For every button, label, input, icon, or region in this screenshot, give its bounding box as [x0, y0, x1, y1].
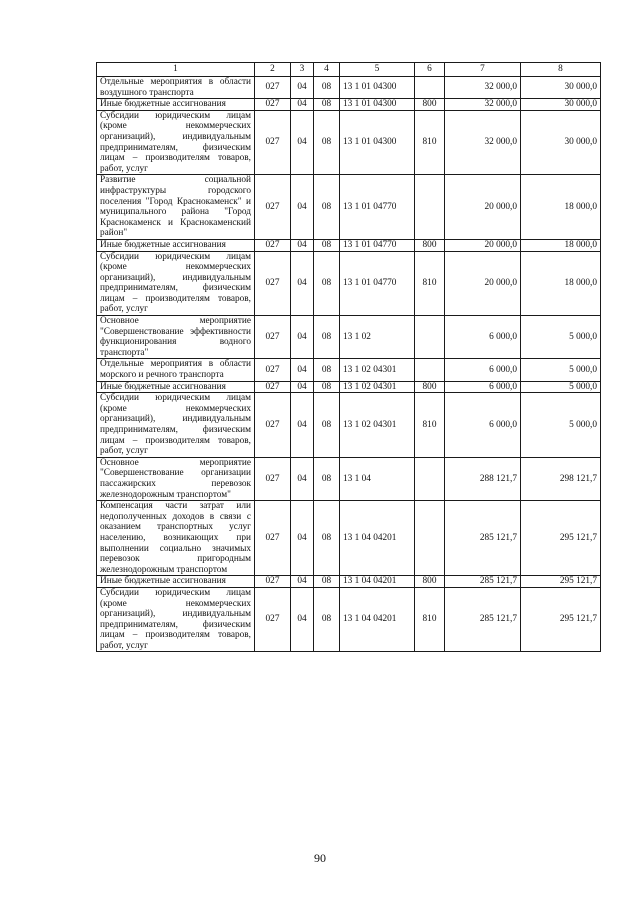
amount-year-2: 30 000,0	[521, 77, 601, 99]
ministry-code: 027	[255, 587, 291, 652]
table-header-row	[97, 63, 601, 77]
budget-item-name: Иные бюджетные ассигнования	[97, 381, 255, 393]
subsection-code: 08	[314, 99, 340, 111]
amount-year-1: 20 000,0	[445, 239, 521, 251]
target-article-code: 13 1 01 04300	[340, 99, 415, 111]
expense-type-code: 800	[415, 239, 445, 251]
column-header-2: 2	[255, 63, 291, 77]
amount-year-2: 30 000,0	[521, 99, 601, 111]
amount-year-1: 32 000,0	[445, 99, 521, 111]
section-code: 04	[291, 110, 314, 175]
section-code: 04	[291, 457, 314, 500]
amount-year-2: 5 000,0	[521, 316, 601, 359]
section-code: 04	[291, 239, 314, 251]
table-row	[97, 393, 601, 458]
ministry-code: 027	[255, 457, 291, 500]
ministry-code: 027	[255, 501, 291, 576]
table-row	[97, 457, 601, 500]
page-number: 90	[314, 851, 326, 865]
expense-type-code	[415, 175, 445, 240]
table-row	[97, 501, 601, 576]
expense-type-code	[415, 77, 445, 99]
table-row	[97, 587, 601, 652]
target-article-code: 13 1 01 04300	[340, 77, 415, 99]
amount-year-2: 298 121,7	[521, 457, 601, 500]
target-article-code: 13 1 02 04301	[340, 393, 415, 458]
subsection-code: 08	[314, 239, 340, 251]
subsection-code: 08	[314, 576, 340, 588]
table-body	[97, 77, 601, 652]
amount-year-1: 285 121,7	[445, 576, 521, 588]
column-header-7: 7	[445, 63, 521, 77]
amount-year-2: 5 000,0	[521, 381, 601, 393]
table-row	[97, 239, 601, 251]
table-row	[97, 110, 601, 175]
amount-year-2: 18 000,0	[521, 239, 601, 251]
target-article-code: 13 1 01 04770	[340, 239, 415, 251]
table-row	[97, 251, 601, 316]
budget-item-name: Иные бюджетные ассигнования	[97, 99, 255, 111]
section-code: 04	[291, 576, 314, 588]
column-header-4: 4	[314, 63, 340, 77]
expense-type-code: 800	[415, 381, 445, 393]
subsection-code: 08	[314, 381, 340, 393]
budget-item-name: Иные бюджетные ассигнования	[97, 576, 255, 588]
expense-type-code	[415, 501, 445, 576]
target-article-code: 13 1 04	[340, 457, 415, 500]
budget-item-name: Отдельные мероприятия в области морского и речного транспорта	[97, 359, 255, 381]
section-code: 04	[291, 77, 314, 99]
amount-year-1: 6 000,0	[445, 359, 521, 381]
target-article-code: 13 1 02 04301	[340, 381, 415, 393]
amount-year-1: 6 000,0	[445, 381, 521, 393]
subsection-code: 08	[314, 393, 340, 458]
budget-item-name: Основное мероприятие "Совершенствование организации пассажирских перевозок железнодорожным транспортом"	[97, 457, 255, 500]
table-row	[97, 99, 601, 111]
amount-year-2: 18 000,0	[521, 175, 601, 240]
budget-item-name: Компенсация части затрат или недополученных доходов в связи с оказанием транспортных услуг населению, возникающих при выполнении социально значимых перевозок пригородным железнодорожным транспортом	[97, 501, 255, 576]
amount-year-2: 18 000,0	[521, 251, 601, 316]
target-article-code: 13 1 01 04770	[340, 251, 415, 316]
ministry-code: 027	[255, 175, 291, 240]
section-code: 04	[291, 175, 314, 240]
ministry-code: 027	[255, 99, 291, 111]
amount-year-2: 295 121,7	[521, 587, 601, 652]
amount-year-2: 5 000,0	[521, 393, 601, 458]
budget-item-name: Субсидии юридическим лицам (кроме некоммерческих организаций), индивидуальным предпринимателям, физическим лицам – производителям товаров, работ, услуг	[97, 393, 255, 458]
expense-type-code	[415, 359, 445, 381]
amount-year-1: 32 000,0	[445, 77, 521, 99]
subsection-code: 08	[314, 359, 340, 381]
budget-item-name: Субсидии юридическим лицам (кроме некоммерческих организаций), индивидуальным предпринимателям, физическим лицам – производителям товаров, работ, услуг	[97, 110, 255, 175]
amount-year-1: 20 000,0	[445, 251, 521, 316]
ministry-code: 027	[255, 359, 291, 381]
amount-year-1: 6 000,0	[445, 316, 521, 359]
column-header-6: 6	[415, 63, 445, 77]
expense-type-code: 800	[415, 576, 445, 588]
amount-year-2: 295 121,7	[521, 501, 601, 576]
target-article-code: 13 1 01 04770	[340, 175, 415, 240]
subsection-code: 08	[314, 457, 340, 500]
amount-year-1: 285 121,7	[445, 587, 521, 652]
target-article-code: 13 1 02 04301	[340, 359, 415, 381]
ministry-code: 027	[255, 576, 291, 588]
subsection-code: 08	[314, 110, 340, 175]
amount-year-1: 6 000,0	[445, 393, 521, 458]
ministry-code: 027	[255, 316, 291, 359]
table-row	[97, 175, 601, 240]
expense-type-code	[415, 457, 445, 500]
budget-item-name: Иные бюджетные ассигнования	[97, 239, 255, 251]
budget-item-name: Развитие социальной инфраструктуры городского поселения "Город Краснокаменск" и муниципального района "Город Краснокаменск и Краснокаменский район"	[97, 175, 255, 240]
target-article-code: 13 1 04 04201	[340, 587, 415, 652]
amount-year-1: 285 121,7	[445, 501, 521, 576]
budget-item-name: Основное мероприятие "Совершенствование эффективности функционирования водного транспорта"	[97, 316, 255, 359]
section-code: 04	[291, 501, 314, 576]
ministry-code: 027	[255, 77, 291, 99]
target-article-code: 13 1 01 04300	[340, 110, 415, 175]
table-row	[97, 316, 601, 359]
target-article-code: 13 1 02	[340, 316, 415, 359]
subsection-code: 08	[314, 587, 340, 652]
section-code: 04	[291, 99, 314, 111]
subsection-code: 08	[314, 316, 340, 359]
amount-year-2: 30 000,0	[521, 110, 601, 175]
column-header-1: 1	[97, 63, 255, 77]
amount-year-1: 288 121,7	[445, 457, 521, 500]
subsection-code: 08	[314, 77, 340, 99]
target-article-code: 13 1 04 04201	[340, 576, 415, 588]
amount-year-1: 20 000,0	[445, 175, 521, 240]
subsection-code: 08	[314, 175, 340, 240]
amount-year-1: 32 000,0	[445, 110, 521, 175]
ministry-code: 027	[255, 251, 291, 316]
budget-item-name: Субсидии юридическим лицам (кроме некоммерческих организаций), индивидуальным предпринимателям, физическим лицам – производителям товаров, работ, услуг	[97, 251, 255, 316]
budget-item-name: Отдельные мероприятия в области воздушного транспорта	[97, 77, 255, 99]
ministry-code: 027	[255, 393, 291, 458]
column-header-5: 5	[340, 63, 415, 77]
table-row	[97, 576, 601, 588]
section-code: 04	[291, 359, 314, 381]
section-code: 04	[291, 587, 314, 652]
target-article-code: 13 1 04 04201	[340, 501, 415, 576]
expense-type-code: 810	[415, 110, 445, 175]
ministry-code: 027	[255, 110, 291, 175]
section-code: 04	[291, 381, 314, 393]
table-row	[97, 381, 601, 393]
section-code: 04	[291, 316, 314, 359]
expense-type-code	[415, 316, 445, 359]
ministry-code: 027	[255, 239, 291, 251]
section-code: 04	[291, 251, 314, 316]
subsection-code: 08	[314, 251, 340, 316]
budget-table	[96, 62, 601, 652]
expense-type-code: 810	[415, 251, 445, 316]
expense-type-code: 800	[415, 99, 445, 111]
column-header-8: 8	[521, 63, 601, 77]
section-code: 04	[291, 393, 314, 458]
amount-year-2: 5 000,0	[521, 359, 601, 381]
table-row	[97, 77, 601, 99]
expense-type-code: 810	[415, 393, 445, 458]
expense-type-code: 810	[415, 587, 445, 652]
subsection-code: 08	[314, 501, 340, 576]
table-row	[97, 359, 601, 381]
ministry-code: 027	[255, 381, 291, 393]
amount-year-2: 295 121,7	[521, 576, 601, 588]
column-header-3: 3	[291, 63, 314, 77]
budget-item-name: Субсидии юридическим лицам (кроме некоммерческих организаций), индивидуальным предпринимателям, физическим лицам – производителям товаров, работ, услуг	[97, 587, 255, 652]
